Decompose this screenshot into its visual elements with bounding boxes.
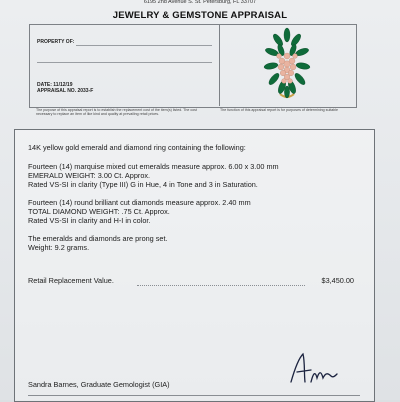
document-title: JEWELRY & GEMSTONE APPRAISAL [112, 10, 288, 21]
disclaimer-left [36, 108, 214, 117]
date-label: DATE: 11/12/19 [37, 82, 73, 88]
disclaimer-left-text-2: necessary to replace an item of like kind and quality at prevailing retail prices. [36, 112, 160, 117]
emerald-grade: Rated VS-SI in clarity (Type III) G in Hue, 4 in Tone and 3 in Saturation. [28, 180, 258, 189]
signature-line [28, 395, 360, 396]
emerald-weight: EMERALD WEIGHT: 3.00 Ct. Approx. [28, 171, 151, 180]
diamond-description: Fourteen (14) round brilliant cut diamonds measure approx. 2.40 mm [28, 198, 251, 207]
total-weight: Weight: 9.2 grams. [28, 243, 90, 252]
disclaimer-right: The function of this appraisal report is for purposes of determining suitable [220, 108, 339, 112]
property-line-2 [37, 62, 212, 63]
retail-value-label: Retail Replacement Value. [28, 276, 114, 285]
value-leader-dots [137, 285, 305, 286]
disclaimer-left-text: The purpose of this appraisal report is to establish the replacement cost of the item(s) listed. The cost [36, 108, 197, 112]
diamond-grade: Rated VS-SI in clarity and H-I in color. [28, 216, 151, 225]
header-divider [219, 24, 220, 106]
setting-description: The emeralds and diamonds are prong set. [28, 234, 168, 243]
diamond-weight: TOTAL DIAMOND WEIGHT: .75 Ct. Approx. [28, 207, 170, 216]
retail-value-amount: $3,450.00 [321, 276, 354, 285]
property-of-line [76, 45, 212, 46]
gemologist-name: Sandra Barnes, Graduate Gemologist (GIA) [28, 380, 170, 389]
handwritten-signature [283, 348, 343, 388]
emerald-description: Fourteen (14) marquise mixed cut emeralds measure approx. 6.00 x 3.00 mm [28, 162, 279, 171]
property-of-label: PROPERTY OF: [37, 39, 75, 45]
company-address: 6195 2nd Avenue S. St. Petersburg, FL 33707 [143, 0, 257, 5]
ring-photo [262, 26, 312, 102]
appraisal-number: APPRAISAL NO. 2033-F [37, 88, 94, 94]
ring-description: 14K yellow gold emerald and diamond ring containing the following: [28, 143, 246, 152]
